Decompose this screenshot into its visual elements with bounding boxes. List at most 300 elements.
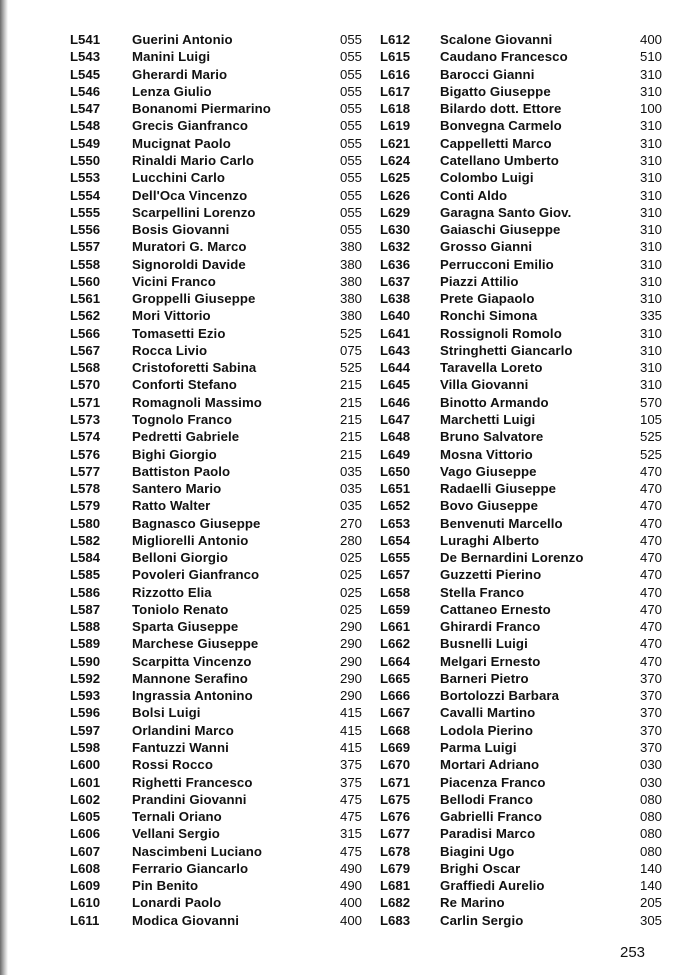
list-item xyxy=(380,514,662,531)
entry-name: Ingrassia Antonino xyxy=(132,688,253,704)
list-item xyxy=(70,756,362,773)
entry-number: 310 xyxy=(639,204,662,220)
list-item xyxy=(380,394,662,411)
entry-name: Righetti Francesco xyxy=(132,774,253,790)
entry-number: 140 xyxy=(639,860,662,876)
entry-number: 055 xyxy=(339,152,362,168)
entry-code: L602 xyxy=(70,791,101,807)
entry-name: Mortari Adriano xyxy=(440,757,540,773)
entry-code: L580 xyxy=(70,515,101,531)
entry-code: L550 xyxy=(70,152,101,168)
entry-name: Guzzetti Pierino xyxy=(440,567,542,583)
entry-name: Cavalli Martino xyxy=(440,705,536,721)
entry-code: L593 xyxy=(70,688,101,704)
entry-name: Bellodi Franco xyxy=(440,791,533,807)
list-item xyxy=(380,428,662,445)
entry-name: Barocci Gianni xyxy=(440,66,535,82)
list-item xyxy=(380,169,662,186)
right-column xyxy=(380,31,662,929)
entry-name: Povoleri Gianfranco xyxy=(132,567,260,583)
list-item xyxy=(380,445,662,462)
entry-code: L657 xyxy=(380,567,411,583)
entry-number: 400 xyxy=(339,895,362,911)
entry-code: L653 xyxy=(380,515,411,531)
entry-code: L652 xyxy=(380,498,411,514)
entry-name: Fantuzzi Wanni xyxy=(132,740,229,756)
entry-number: 470 xyxy=(639,584,662,600)
entry-name: Stringhetti Giancarlo xyxy=(440,342,573,358)
entry-code: L664 xyxy=(380,653,411,669)
list-item xyxy=(380,756,662,773)
entry-code: L621 xyxy=(380,135,411,151)
entry-number: 370 xyxy=(639,722,662,738)
entry-code: L655 xyxy=(380,550,411,566)
list-item xyxy=(70,376,362,393)
entry-code: L667 xyxy=(380,705,411,721)
list-item xyxy=(380,117,662,134)
entry-code: L553 xyxy=(70,170,101,186)
entry-name: Scarpitta Vincenzo xyxy=(132,653,252,669)
entry-number: 270 xyxy=(339,515,362,531)
entry-code: L609 xyxy=(70,878,101,894)
entry-code: L630 xyxy=(380,222,411,238)
entry-code: L578 xyxy=(70,481,101,497)
entry-code: L629 xyxy=(380,204,411,220)
entry-name: Colombo Luigi xyxy=(440,170,534,186)
entry-number: 470 xyxy=(639,515,662,531)
list-item xyxy=(70,48,362,65)
entry-name: Lucchini Carlo xyxy=(132,170,225,186)
entry-name: Orlandini Marco xyxy=(132,722,234,738)
entry-code: L562 xyxy=(70,308,101,324)
entry-name: Stella Franco xyxy=(440,584,525,600)
entry-number: 055 xyxy=(339,49,362,65)
entry-code: L608 xyxy=(70,860,101,876)
entry-name: Cristoforetti Sabina xyxy=(132,360,257,376)
entry-code: L679 xyxy=(380,860,411,876)
entry-number: 475 xyxy=(339,809,362,825)
list-item xyxy=(380,290,662,307)
entry-code: L596 xyxy=(70,705,101,721)
list-item xyxy=(70,31,362,48)
entry-name: Pin Benito xyxy=(132,878,199,894)
entry-number: 475 xyxy=(339,791,362,807)
list-item xyxy=(70,653,362,670)
list-item xyxy=(380,325,662,342)
entry-number: 475 xyxy=(339,843,362,859)
entry-name: Bonvegna Carmelo xyxy=(440,118,562,134)
list-item xyxy=(70,169,362,186)
entry-code: L618 xyxy=(380,101,411,117)
entry-code: L676 xyxy=(380,809,411,825)
entry-number: 470 xyxy=(639,653,662,669)
entry-code: L666 xyxy=(380,688,411,704)
entry-name: Rossi Rocco xyxy=(132,757,213,773)
list-item xyxy=(70,445,362,462)
entry-number: 470 xyxy=(639,498,662,514)
entry-name: Marchetti Luigi xyxy=(440,411,536,427)
entry-number: 310 xyxy=(639,342,662,358)
list-item xyxy=(70,273,362,290)
list-item xyxy=(70,635,362,652)
entry-name: Taravella Loreto xyxy=(440,360,543,376)
entry-number: 370 xyxy=(639,688,662,704)
entry-name: Bosis Giovanni xyxy=(132,222,230,238)
entry-code: L548 xyxy=(70,118,101,134)
page-number: 253 xyxy=(620,944,646,961)
entry-name: Groppelli Giuseppe xyxy=(132,291,256,307)
entry-code: L615 xyxy=(380,49,411,65)
entry-code: L605 xyxy=(70,809,101,825)
list-item xyxy=(70,66,362,83)
entry-code: L555 xyxy=(70,204,101,220)
entry-code: L637 xyxy=(380,273,411,289)
entry-code: L571 xyxy=(70,394,101,410)
entry-code: L658 xyxy=(380,584,411,600)
entry-name: Carlin Sergio xyxy=(440,912,524,928)
entry-number: 100 xyxy=(639,101,662,117)
entry-number: 380 xyxy=(339,256,362,272)
entry-code: L651 xyxy=(380,481,411,497)
entry-number: 035 xyxy=(339,463,362,479)
entry-name: Belloni Giorgio xyxy=(132,550,229,566)
entry-name: De Bernardini Lorenzo xyxy=(440,550,584,566)
list-item xyxy=(380,221,662,238)
list-item xyxy=(70,117,362,134)
entry-code: L573 xyxy=(70,411,101,427)
entry-number: 370 xyxy=(639,705,662,721)
list-item xyxy=(380,773,662,790)
entry-number: 310 xyxy=(639,360,662,376)
entry-number: 055 xyxy=(339,170,362,186)
entry-code: L568 xyxy=(70,360,101,376)
entry-code: L541 xyxy=(70,32,101,48)
entry-number: 470 xyxy=(639,532,662,548)
entry-code: L597 xyxy=(70,722,101,738)
entry-number: 370 xyxy=(639,670,662,686)
entry-number: 310 xyxy=(639,239,662,255)
entry-number: 215 xyxy=(339,394,362,410)
entry-name: Binotto Armando xyxy=(440,394,549,410)
entry-number: 375 xyxy=(339,757,362,773)
list-item xyxy=(70,83,362,100)
entry-code: L558 xyxy=(70,256,101,272)
list-item xyxy=(70,842,362,859)
entry-number: 370 xyxy=(639,740,662,756)
entry-name: Santero Mario xyxy=(132,481,222,497)
entry-code: L644 xyxy=(380,360,411,376)
entry-number: 055 xyxy=(339,83,362,99)
entry-number: 305 xyxy=(639,912,662,928)
entry-code: L649 xyxy=(380,446,411,462)
entry-name: Rizzotto Elia xyxy=(132,584,212,600)
entry-code: L661 xyxy=(380,619,411,635)
list-item xyxy=(70,359,362,376)
list-item xyxy=(70,204,362,221)
entry-name: Caudano Francesco xyxy=(440,49,568,65)
list-item xyxy=(70,514,362,531)
entry-number: 525 xyxy=(639,446,662,462)
entry-name: Pedretti Gabriele xyxy=(132,429,240,445)
entry-number: 470 xyxy=(639,463,662,479)
entry-code: L588 xyxy=(70,619,101,635)
entry-code: L601 xyxy=(70,774,101,790)
entry-code: L626 xyxy=(380,187,411,203)
entry-number: 215 xyxy=(339,377,362,393)
left-column xyxy=(70,31,362,929)
entry-code: L610 xyxy=(70,895,101,911)
list-item xyxy=(70,497,362,514)
list-item xyxy=(380,152,662,169)
entry-name: Toniolo Renato xyxy=(132,601,229,617)
entry-code: L574 xyxy=(70,429,101,445)
entry-code: L612 xyxy=(380,32,411,48)
entry-name: Piazzi Attilio xyxy=(440,273,519,289)
entry-name: Melgari Ernesto xyxy=(440,653,541,669)
list-item xyxy=(380,273,662,290)
list-item xyxy=(70,238,362,255)
entry-number: 415 xyxy=(339,740,362,756)
entry-code: L557 xyxy=(70,239,101,255)
entry-number: 215 xyxy=(339,429,362,445)
entry-number: 525 xyxy=(339,325,362,341)
entry-code: L585 xyxy=(70,567,101,583)
entry-number: 290 xyxy=(339,619,362,635)
entry-name: Bolsi Luigi xyxy=(132,705,201,721)
entry-name: Busnelli Luigi xyxy=(440,636,528,652)
entry-code: L675 xyxy=(380,791,411,807)
entry-name: Catellano Umberto xyxy=(440,152,559,168)
entry-number: 470 xyxy=(639,550,662,566)
list-item xyxy=(70,152,362,169)
entry-code: L616 xyxy=(380,66,411,82)
entry-number: 310 xyxy=(639,325,662,341)
entry-name: Lonardi Paolo xyxy=(132,895,222,911)
entry-name: Rossignoli Romolo xyxy=(440,325,562,341)
page-edge-shadow xyxy=(0,0,8,975)
entry-code: L671 xyxy=(380,774,411,790)
entry-name: Mori Vittorio xyxy=(132,308,211,324)
entry-number: 055 xyxy=(339,204,362,220)
entry-code: L570 xyxy=(70,377,101,393)
entry-code: L624 xyxy=(380,152,411,168)
list-item xyxy=(70,428,362,445)
entry-number: 335 xyxy=(639,308,662,324)
list-item xyxy=(380,463,662,480)
list-item xyxy=(380,135,662,152)
list-item xyxy=(70,739,362,756)
entry-number: 290 xyxy=(339,670,362,686)
entry-code: L611 xyxy=(70,912,100,928)
list-item xyxy=(380,376,662,393)
entry-number: 510 xyxy=(639,49,662,65)
entry-number: 380 xyxy=(339,239,362,255)
list-item xyxy=(70,704,362,721)
entry-name: Conforti Stefano xyxy=(132,377,237,393)
entry-code: L543 xyxy=(70,49,101,65)
entry-name: Prandini Giovanni xyxy=(132,791,247,807)
list-item xyxy=(380,307,662,324)
entry-code: L582 xyxy=(70,532,101,548)
list-item xyxy=(70,463,362,480)
entry-code: L665 xyxy=(380,670,411,686)
entry-code: L678 xyxy=(380,843,411,859)
list-item xyxy=(70,860,362,877)
entry-code: L640 xyxy=(380,308,411,324)
entry-number: 025 xyxy=(339,601,362,617)
entry-code: L577 xyxy=(70,463,101,479)
entry-name: Conti Aldo xyxy=(440,187,508,203)
entry-code: L586 xyxy=(70,584,101,600)
list-item xyxy=(380,83,662,100)
entry-number: 525 xyxy=(339,360,362,376)
entry-code: L607 xyxy=(70,843,101,859)
entry-name: Ternali Oriano xyxy=(132,809,222,825)
entry-code: L659 xyxy=(380,601,411,617)
list-item xyxy=(70,100,362,117)
entry-name: Romagnoli Massimo xyxy=(132,394,262,410)
entry-number: 035 xyxy=(339,481,362,497)
entry-code: L647 xyxy=(380,411,411,427)
entry-name: Grosso Gianni xyxy=(440,239,533,255)
list-item xyxy=(380,877,662,894)
list-item xyxy=(70,894,362,911)
entry-name: Ghirardi Franco xyxy=(440,619,541,635)
entry-code: L683 xyxy=(380,912,411,928)
list-item xyxy=(70,221,362,238)
entry-name: Manini Luigi xyxy=(132,49,211,65)
entry-name: Prete Giapaolo xyxy=(440,291,535,307)
entry-code: L645 xyxy=(380,377,411,393)
entry-name: Biagini Ugo xyxy=(440,843,515,859)
list-item xyxy=(70,411,362,428)
entry-code: L638 xyxy=(380,291,411,307)
entry-code: L619 xyxy=(380,118,411,134)
entry-name: Rinaldi Mario Carlo xyxy=(132,152,255,168)
entry-name: Re Marino xyxy=(440,895,505,911)
entry-code: L668 xyxy=(380,722,411,738)
list-item xyxy=(380,739,662,756)
entry-name: Garagna Santo Giov. xyxy=(440,204,572,220)
entry-name: Mucignat Paolo xyxy=(132,135,231,151)
list-item xyxy=(70,255,362,272)
entry-number: 105 xyxy=(639,411,662,427)
entry-number: 080 xyxy=(639,826,662,842)
entry-name: Muratori G. Marco xyxy=(132,239,247,255)
entry-name: Signoroldi Davide xyxy=(132,256,246,272)
list-item xyxy=(380,635,662,652)
entry-code: L545 xyxy=(70,66,101,82)
entry-name: Cattaneo Ernesto xyxy=(440,601,551,617)
entry-number: 075 xyxy=(339,342,362,358)
entry-number: 055 xyxy=(339,118,362,134)
list-item xyxy=(380,66,662,83)
entry-number: 380 xyxy=(339,273,362,289)
entry-name: Benvenuti Marcello xyxy=(440,515,563,531)
entry-name: Scalone Giovanni xyxy=(440,32,553,48)
list-item xyxy=(70,825,362,842)
entry-name: Vellani Sergio xyxy=(132,826,220,842)
entry-name: Lodola Pierino xyxy=(440,722,533,738)
entry-code: L625 xyxy=(380,170,411,186)
entry-number: 205 xyxy=(639,895,662,911)
entry-number: 310 xyxy=(639,66,662,82)
entry-name: Dell'Oca Vincenzo xyxy=(132,187,248,203)
entry-number: 310 xyxy=(639,83,662,99)
entry-name: Marchese Giuseppe xyxy=(132,636,259,652)
entry-name: Guerini Antonio xyxy=(132,32,233,48)
entry-name: Luraghi Alberto xyxy=(440,532,540,548)
entry-code: L606 xyxy=(70,826,101,842)
list-item xyxy=(380,204,662,221)
entry-name: Mannone Serafino xyxy=(132,670,248,686)
list-item xyxy=(380,791,662,808)
list-item xyxy=(380,186,662,203)
entry-number: 055 xyxy=(339,32,362,48)
entry-number: 310 xyxy=(639,256,662,272)
entry-number: 400 xyxy=(339,912,362,928)
entry-code: L650 xyxy=(380,463,411,479)
entry-name: Lenza Giulio xyxy=(132,83,212,99)
entry-name: Bonanomi Piermarino xyxy=(132,101,271,117)
entry-number: 055 xyxy=(339,135,362,151)
list-item xyxy=(70,394,362,411)
list-item xyxy=(70,135,362,152)
entry-number: 415 xyxy=(339,722,362,738)
entry-number: 080 xyxy=(639,791,662,807)
list-item xyxy=(70,808,362,825)
entry-number: 315 xyxy=(339,826,362,842)
list-item xyxy=(70,687,362,704)
entry-code: L677 xyxy=(380,826,411,842)
entry-number: 470 xyxy=(639,567,662,583)
entry-code: L576 xyxy=(70,446,101,462)
entry-name: Bagnasco Giuseppe xyxy=(132,515,261,531)
list-item xyxy=(380,497,662,514)
list-item xyxy=(380,549,662,566)
entry-number: 290 xyxy=(339,653,362,669)
entry-code: L641 xyxy=(380,325,411,341)
list-item xyxy=(70,186,362,203)
entry-name: Piacenza Franco xyxy=(440,774,546,790)
entry-code: L643 xyxy=(380,342,411,358)
list-item xyxy=(380,670,662,687)
entry-number: 375 xyxy=(339,774,362,790)
list-item xyxy=(380,532,662,549)
entry-number: 080 xyxy=(639,843,662,859)
entry-code: L556 xyxy=(70,222,101,238)
entry-name: Vago Giuseppe xyxy=(440,463,537,479)
list-item xyxy=(380,601,662,618)
entry-number: 055 xyxy=(339,66,362,82)
entry-name: Parma Luigi xyxy=(440,740,517,756)
entry-code: L567 xyxy=(70,342,101,358)
list-item xyxy=(70,722,362,739)
entry-code: L560 xyxy=(70,273,101,289)
entry-number: 290 xyxy=(339,636,362,652)
entry-name: Radaelli Giuseppe xyxy=(440,481,557,497)
entry-name: Migliorelli Antonio xyxy=(132,532,249,548)
entry-name: Paradisi Marco xyxy=(440,826,536,842)
entry-code: L670 xyxy=(380,757,411,773)
entry-number: 055 xyxy=(339,187,362,203)
list-item xyxy=(70,325,362,342)
entry-number: 525 xyxy=(639,429,662,445)
list-item xyxy=(70,912,362,929)
entry-number: 490 xyxy=(339,878,362,894)
entry-name: Ferrario Giancarlo xyxy=(132,860,249,876)
entry-name: Bighi Giorgio xyxy=(132,446,217,462)
